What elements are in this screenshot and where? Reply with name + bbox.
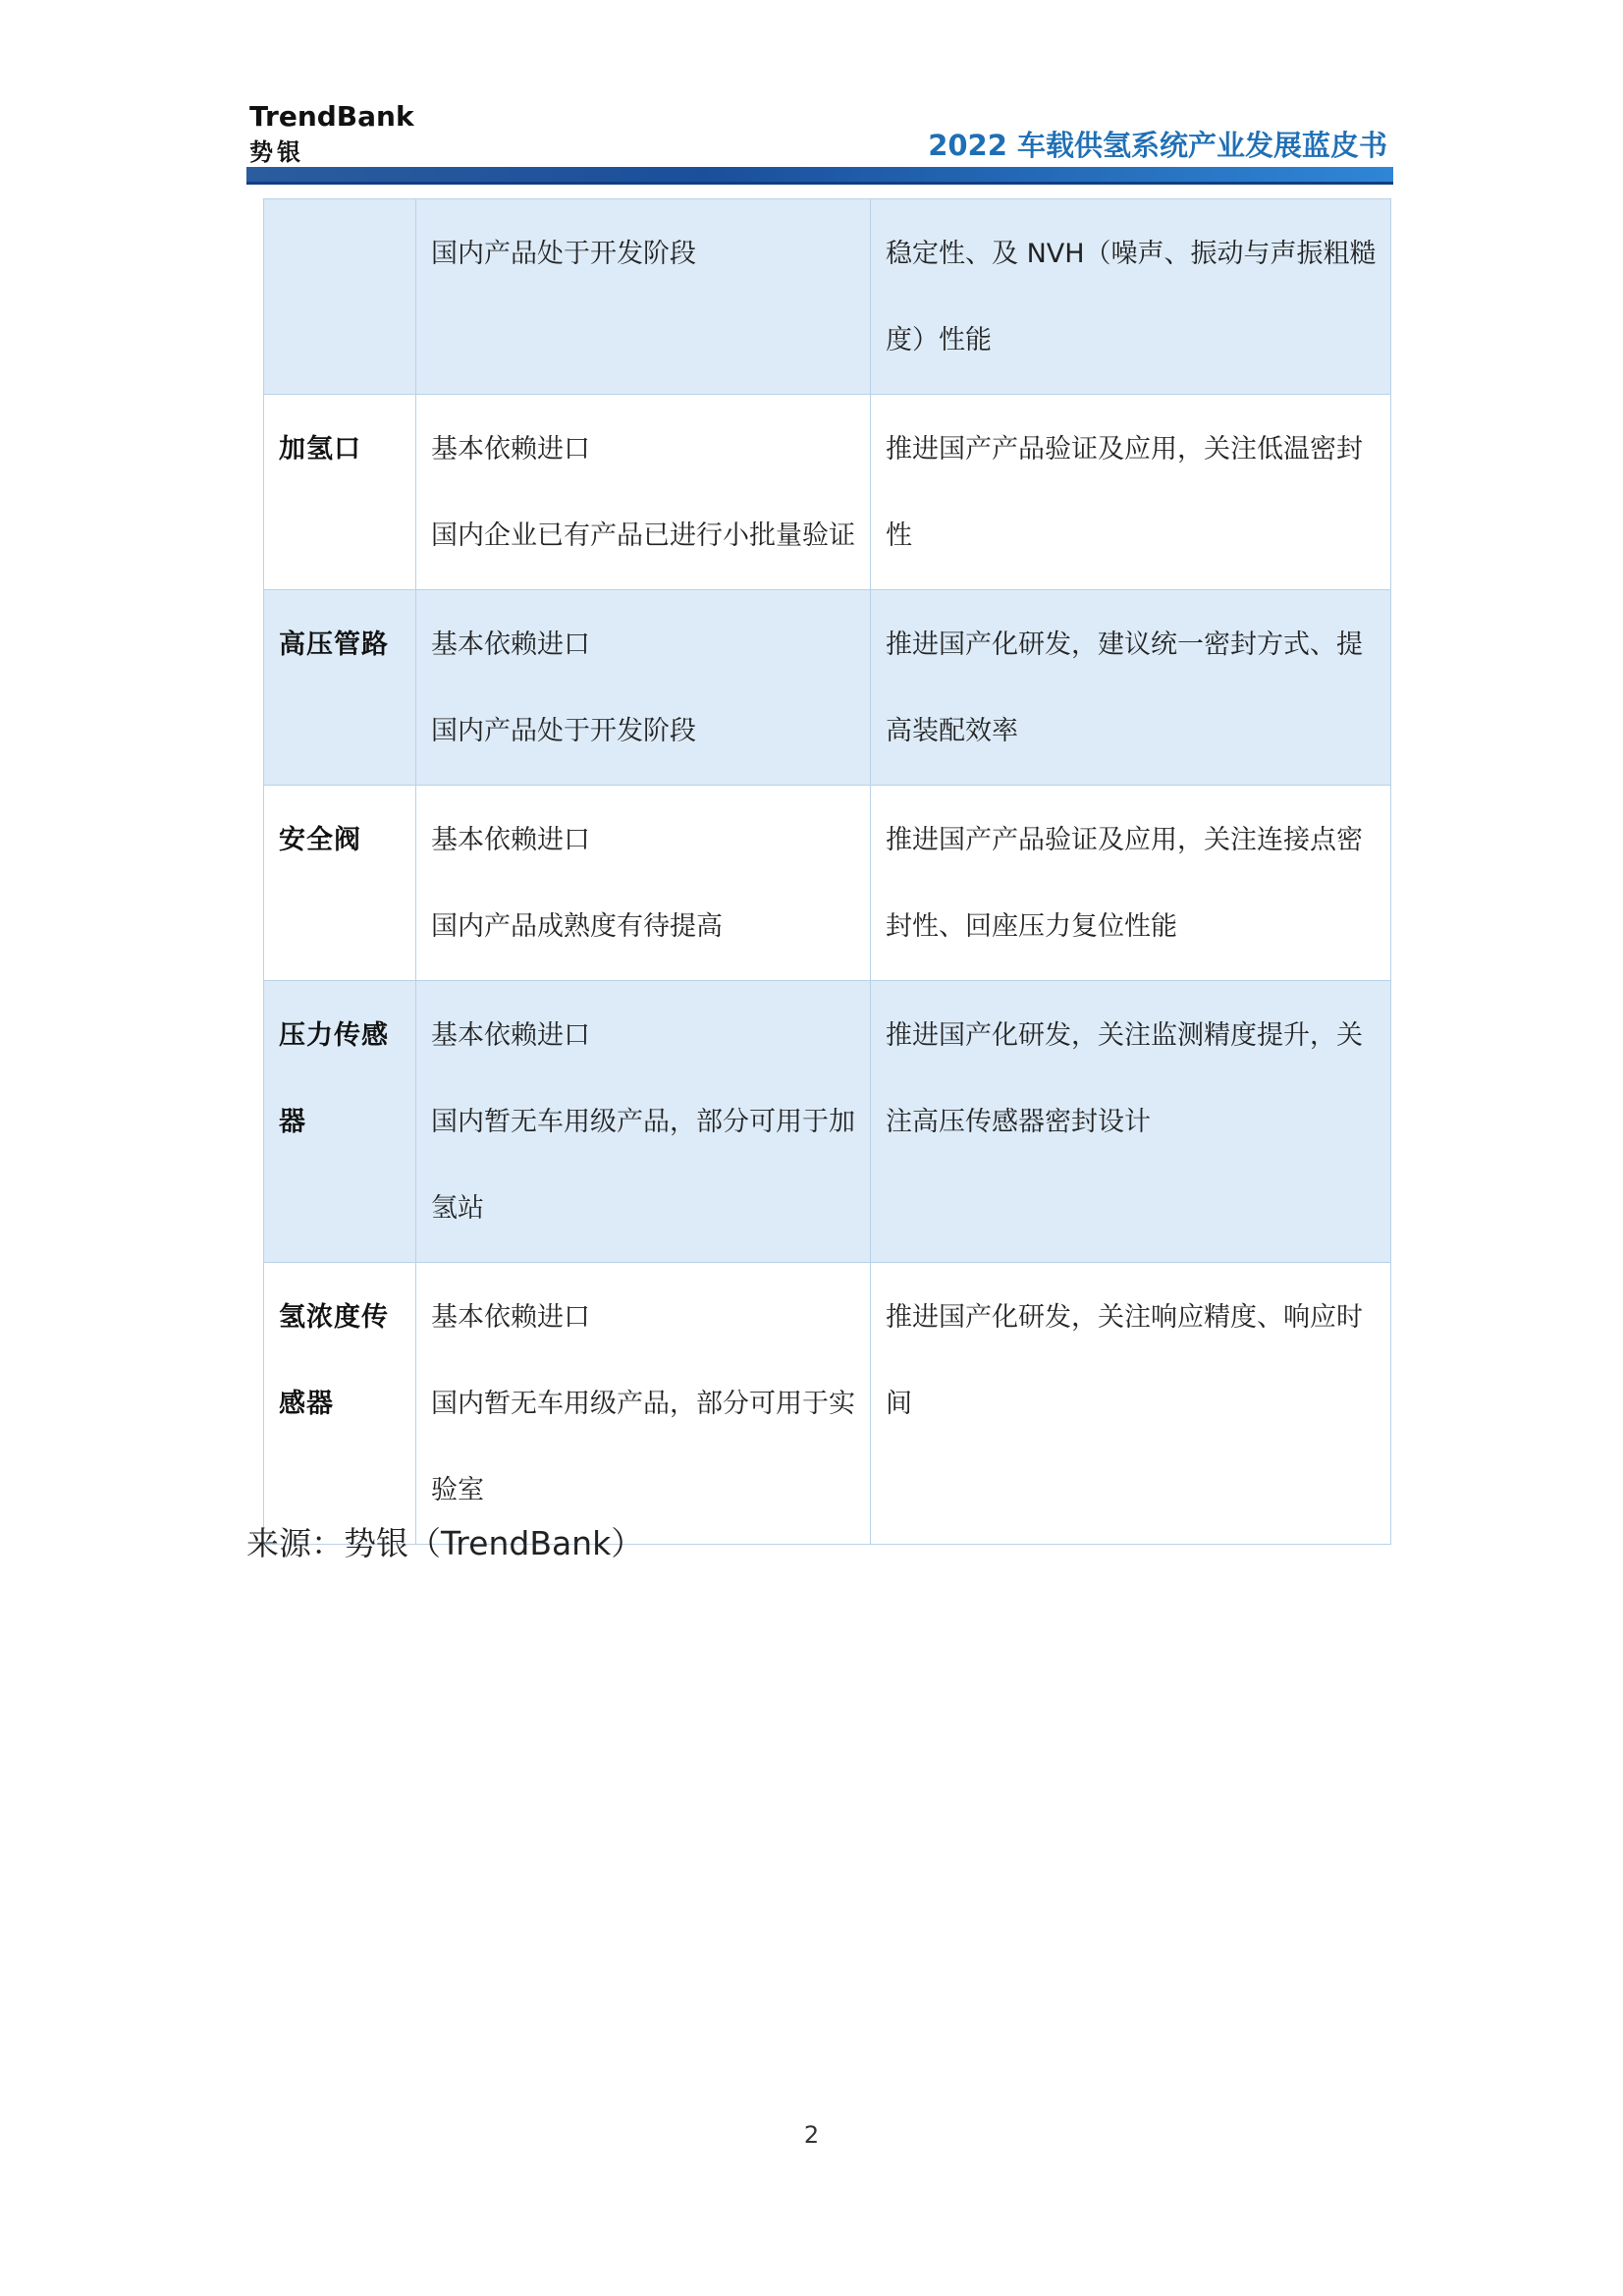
- suggestion-cell: [871, 1263, 1391, 1545]
- suggestion-cell: [871, 199, 1391, 395]
- table-row: [264, 395, 1391, 590]
- table-row: [264, 786, 1391, 981]
- status-cell: [416, 981, 871, 1263]
- status-line: 基本依赖进口: [431, 434, 590, 465]
- status-line: 国内产品处于开发阶段: [431, 239, 696, 269]
- header-divider-bar: [246, 167, 1393, 185]
- status-line: 国内暂无车用级产品，部分可用于加氢站: [431, 1107, 855, 1224]
- status-line: 基本依赖进口: [431, 825, 590, 855]
- logo-text-en: TrendBank: [249, 100, 414, 133]
- status-line: 国内产品成熟度有待提高: [431, 911, 723, 942]
- suggestion-text: 稳定性、及 NVH（噪声、振动与声振粗糙度）性能: [886, 239, 1377, 355]
- status-line: 基本依赖进口: [431, 1020, 590, 1051]
- status-line: 国内产品处于开发阶段: [431, 716, 696, 746]
- page-number: 2: [803, 2121, 820, 2149]
- component-cell: 氢浓度传感器: [264, 1263, 416, 1545]
- status-cell: [416, 786, 871, 981]
- page-header: [246, 98, 1393, 187]
- table-row: [264, 981, 1391, 1263]
- status-cell: [416, 1263, 871, 1545]
- report-title: 2022 车载供氢系统产业发展蓝皮书: [928, 129, 1387, 162]
- suggestion-cell: [871, 981, 1391, 1263]
- status-cell: [416, 199, 871, 395]
- table-row: [264, 199, 1391, 395]
- suggestion-cell: [871, 590, 1391, 786]
- status-line: 国内暂无车用级产品，部分可用于实验室: [431, 1389, 855, 1505]
- suggestion-text: 推进国产化研发，建议统一密封方式、提高装配效率: [886, 629, 1363, 746]
- status-cell: [416, 395, 871, 590]
- component-cell: [264, 199, 416, 395]
- components-table: [263, 198, 1391, 1545]
- suggestion-text: 推进国产产品验证及应用，关注连接点密封性、回座压力复位性能: [886, 825, 1363, 942]
- component-cell: 压力传感器: [264, 981, 416, 1263]
- component-cell: 高压管路: [264, 590, 416, 786]
- suggestion-cell: [871, 786, 1391, 981]
- component-cell: 安全阀: [264, 786, 416, 981]
- table-row: [264, 590, 1391, 786]
- source-note: 来源：势银（TrendBank）: [246, 1524, 644, 1562]
- status-line: 国内企业已有产品已进行小批量验证: [431, 520, 855, 551]
- suggestion-cell: [871, 395, 1391, 590]
- component-cell: 加氢口: [264, 395, 416, 590]
- suggestion-text: 推进国产化研发，关注响应精度、响应时间: [886, 1302, 1363, 1419]
- suggestion-text: 推进国产化研发，关注监测精度提升，关注高压传感器密封设计: [886, 1020, 1363, 1137]
- table-row: [264, 1263, 1391, 1545]
- status-line: 基本依赖进口: [431, 1302, 590, 1333]
- status-cell: [416, 590, 871, 786]
- status-line: 基本依赖进口: [431, 629, 590, 660]
- logo-text-cn: 势银: [249, 138, 304, 166]
- suggestion-text: 推进国产产品验证及应用，关注低温密封性: [886, 434, 1363, 551]
